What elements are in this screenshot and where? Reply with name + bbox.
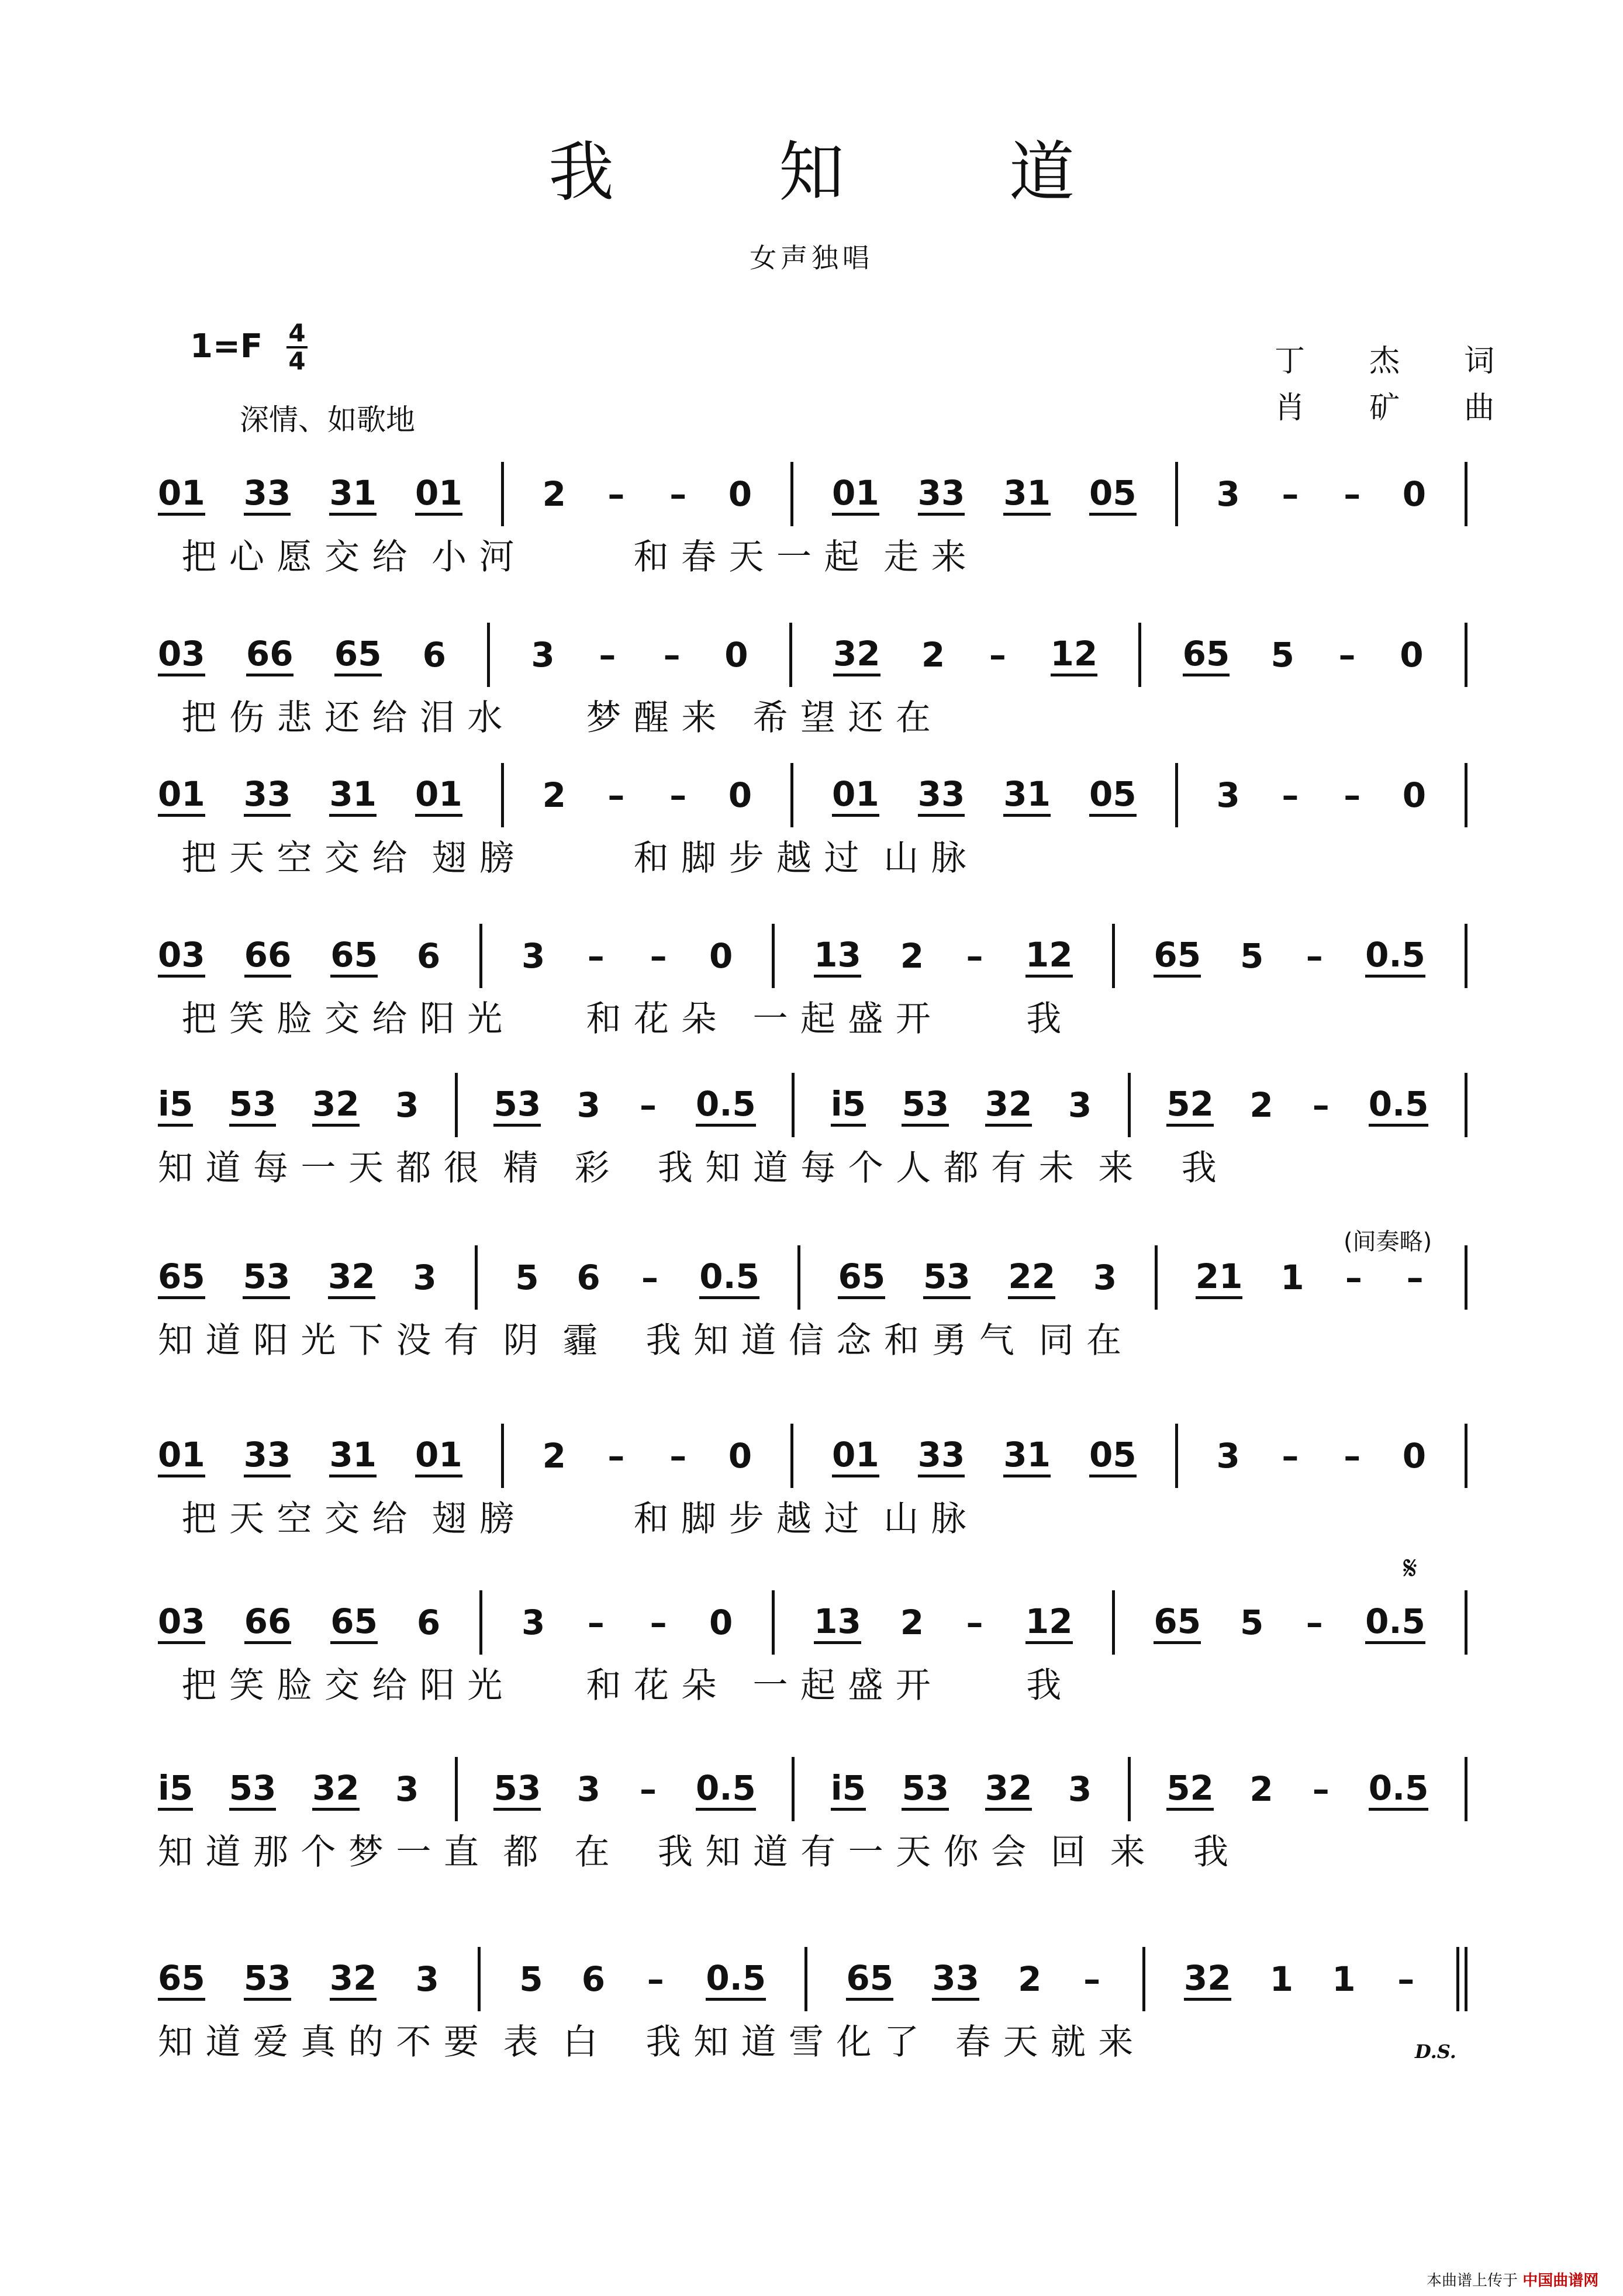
note-group: – [1397,1959,1415,1999]
note-group: 65 [846,1958,893,2001]
note-group: 33 [932,1958,979,2001]
barline [479,1590,482,1655]
note-group: 3 [1068,1769,1092,1809]
lyric-row: 知 道 那 个 梦 一 直 都 在 我 知 道 有 一 天 你 会 回 来 我 [158,1832,1230,1873]
barline [790,1424,793,1488]
barline [804,1947,807,2011]
note-group: 3 [576,1769,601,1809]
footer-brand: 中国曲谱网 [1522,2272,1599,2290]
note-group: 53 [229,1768,277,1811]
note-group: – [641,1258,658,1297]
note-group: 0 [709,1603,733,1642]
barline [1138,623,1141,687]
note-group: 65 [334,634,382,676]
note-group: 2 [921,635,945,675]
note-group: – [640,1769,657,1809]
barline [479,924,482,988]
barline [1112,924,1115,988]
note-group: – [607,1436,625,1476]
barline [1465,1424,1467,1488]
note-group: 65 [838,1256,885,1299]
note-group: 0.5 [1369,1768,1429,1811]
note-group: 31 [1003,473,1051,516]
note-group: 53 [493,1768,541,1811]
note-group: 66 [244,935,292,978]
note-group: – [1282,1436,1299,1476]
note-group: 21 [1196,1256,1243,1299]
note-group: 2 [1249,1769,1273,1809]
note-group: 0.5 [1365,1601,1425,1644]
note-group: 0 [1402,775,1427,815]
note-group: 31 [1003,774,1051,817]
lyricist-credit: 丁 杰 词 [1275,344,1522,379]
note-group: 01 [158,1435,205,1477]
note-group: 3 [531,635,555,675]
note-group: 6 [581,1959,606,1999]
note-group: 12 [1025,935,1073,978]
note-group: 6 [416,936,441,976]
note-group: 32 [833,634,880,676]
note-group: – [587,936,605,976]
note-group: 3 [1093,1258,1117,1297]
note-group: 12 [1051,634,1098,676]
key-signature: 1=F [190,327,263,365]
barline [1465,763,1467,827]
note-group: 05 [1089,473,1137,516]
note-group: – [1306,1603,1323,1642]
note-group: 53 [243,1256,290,1299]
barline [789,623,792,687]
note-group: – [966,936,983,976]
note-group: 0 [728,474,752,514]
note-group: i5 [158,1768,193,1811]
lyric-row: 把 笑 脸 交 给 阳 光 和 花 朵 一 起 盛 开 我 [158,1665,1062,1706]
lyric-row: 把 心 愿 交 给 小 河 和 春 天 一 起 走 来 [158,537,967,578]
notation-row [158,1956,1467,2002]
note-group: 32 [985,1768,1032,1811]
note-group: 33 [244,1435,291,1477]
note-group: 01 [158,473,205,516]
note-group: – [607,474,625,514]
barline [455,1757,458,1821]
note-group: 03 [158,935,205,978]
note-group: 65 [330,1601,378,1644]
note-group: 32 [312,1084,360,1127]
barline [501,462,504,526]
barline [475,1245,478,1310]
barline [487,623,490,687]
note-group: 1 [1269,1959,1294,1999]
note-group: 3 [1216,775,1240,815]
note-group: 66 [246,634,293,676]
note-group: 5 [515,1258,539,1297]
note-group: 53 [493,1084,541,1127]
note-group: 05 [1089,1435,1137,1477]
barline [1175,462,1178,526]
note-group: – [650,1603,667,1642]
note-group: 32 [1184,1958,1231,2001]
note-group: 0 [728,1436,752,1476]
note-group: 0.5 [696,1084,756,1127]
footer-prefix: 本曲谱上传于 [1427,2272,1518,2290]
notation-row [158,772,1467,819]
barline [1465,1590,1467,1655]
note-group: 53 [244,1958,291,2001]
note-group: 0 [1400,635,1424,675]
barline [1465,924,1467,988]
note-group: 3 [395,1085,419,1125]
ds-marking: D.S. [1415,2040,1456,2063]
note-group: i5 [158,1084,193,1127]
note-group: – [1083,1959,1101,1999]
note-group: 65 [330,935,378,978]
note-group: 0 [1402,1436,1427,1476]
note-group: 1 [1280,1258,1304,1297]
barline [790,763,793,827]
song-title: 我 知 道 [548,134,1147,210]
note-group: 65 [1154,935,1201,978]
notation-row [158,1599,1467,1646]
barline [1142,1947,1145,2011]
barline [772,924,775,988]
note-group: 2 [1018,1959,1042,1999]
note-group: – [1406,1258,1424,1297]
time-sig-bottom: 4 [288,347,306,375]
lyric-row: 知 道 阳 光 下 没 有 阴 霾 我 知 道 信 念 和 勇 气 同 在 [158,1320,1123,1361]
barline [1465,1245,1467,1310]
note-group: 65 [158,1958,205,2001]
note-group: 01 [415,1435,462,1477]
time-sig-top: 4 [288,319,306,347]
note-group: i5 [831,1768,866,1811]
note-group: 2 [542,1436,566,1476]
note-group: 66 [244,1601,292,1644]
note-group: 32 [312,1768,360,1811]
note-group: – [1338,635,1356,675]
note-group: 3 [1068,1085,1092,1125]
note-group: 3 [413,1258,437,1297]
notation-row [158,631,1467,678]
note-group: 53 [902,1084,949,1127]
note-group: 65 [158,1256,205,1299]
note-group: 52 [1166,1768,1214,1811]
note-group: – [663,635,681,675]
note-group: – [989,635,1006,675]
note-group: 3 [521,936,545,976]
note-group: 2 [1249,1085,1273,1125]
barline [1465,462,1467,526]
note-group: 2 [542,775,566,815]
footer-credit [1427,2269,1598,2290]
note-group: 01 [832,473,879,516]
note-group: – [1306,936,1323,976]
note-group: – [669,775,687,815]
barline [1155,1245,1158,1310]
lyric-row: 把 天 空 交 给 翅 膀 和 脚 步 越 过 山 脉 [158,1499,967,1539]
barline [1128,1073,1131,1137]
note-group: 12 [1025,1601,1073,1644]
note-group: 3 [395,1769,419,1809]
note-group: 0.5 [1365,935,1425,978]
note-group: 53 [229,1084,277,1127]
note-group: – [966,1603,983,1642]
note-group: 65 [1154,1601,1201,1644]
note-group: 1 [1332,1959,1356,1999]
barline [501,1424,504,1488]
notation-row [158,471,1467,517]
lyric-row: 把 笑 脸 交 给 阳 光 和 花 朵 一 起 盛 开 我 [158,999,1062,1040]
note-group: 22 [1008,1256,1055,1299]
final-barline [1456,1947,1459,2011]
note-group: i5 [831,1084,866,1127]
note-group: 2 [900,1603,924,1642]
note-group: – [1345,1258,1362,1297]
note-group: 3 [1216,474,1240,514]
notation-row [158,1766,1467,1812]
note-group: 65 [1183,634,1230,676]
note-group: 33 [918,774,965,817]
note-group: 3 [415,1959,439,1999]
note-group: 0 [728,775,752,815]
barline [1465,1757,1467,1821]
note-group: – [1282,474,1299,514]
notation-row [158,933,1467,979]
note-group: – [1312,1085,1330,1125]
interlude-note: (间奏略) [1344,1228,1432,1255]
notation-row [158,1082,1467,1128]
note-group: – [587,1603,605,1642]
note-group: 2 [900,936,924,976]
note-group: 03 [158,634,205,676]
note-group: 32 [328,1256,375,1299]
note-group: 0.5 [706,1958,766,2001]
note-group: 5 [1270,635,1294,675]
note-group: 0 [724,635,748,675]
note-group: – [1344,775,1361,815]
note-group: – [650,936,667,976]
composer-credit: 肖 矿 曲 [1275,391,1522,426]
note-group: 33 [244,774,291,817]
lyric-row: 知 道 每 一 天 都 很 精 彩 我 知 道 每 个 人 都 有 未 来 我 [158,1148,1217,1189]
barline [478,1947,481,2011]
barline [501,763,504,827]
note-group: 0 [1402,474,1427,514]
note-group: 6 [576,1258,600,1297]
note-group: 32 [985,1084,1032,1127]
note-group: 31 [329,473,377,516]
barline [1465,623,1467,687]
note-group: – [669,1436,687,1476]
note-group: 01 [415,774,462,817]
barline [790,462,793,526]
subtitle: 女声独唱 [750,242,873,274]
lyric-row: 把 伤 悲 还 给 泪 水 梦 醒 来 希 望 还 在 [158,698,932,738]
lyric-row: 知 道 爱 真 的 不 要 表 白 我 知 道 雪 化 了 春 天 就 来 [158,2022,1134,2063]
note-group: 5 [1240,1603,1264,1642]
note-group: 3 [1216,1436,1240,1476]
note-group: – [1312,1769,1330,1809]
barline [1175,1424,1178,1488]
note-group: 33 [918,473,965,516]
note-group: 01 [832,774,879,817]
note-group: 01 [832,1435,879,1477]
notation-row [158,1432,1467,1479]
lyric-row: 把 天 空 交 给 翅 膀 和 脚 步 越 过 山 脉 [158,838,967,879]
note-group: 5 [1240,936,1264,976]
note-group: 0.5 [1369,1084,1429,1127]
barline [1175,763,1178,827]
note-group: 0 [709,936,733,976]
note-group: 53 [923,1256,971,1299]
note-group: 6 [422,635,447,675]
note-group: 13 [814,935,861,978]
note-group: – [599,635,616,675]
note-group: 5 [519,1959,543,1999]
note-group: 53 [902,1768,949,1811]
note-group: – [1344,474,1361,514]
note-group: 2 [542,474,566,514]
note-group: 13 [814,1601,861,1644]
note-group: 01 [158,774,205,817]
time-signature [286,319,308,375]
barline [797,1245,800,1310]
note-group: 3 [521,1603,545,1642]
barline [792,1757,795,1821]
note-group: 3 [576,1085,601,1125]
barline [455,1073,458,1137]
note-group: – [640,1085,657,1125]
note-group: 6 [416,1603,441,1642]
note-group: 31 [329,774,377,817]
note-group: 0.5 [696,1768,756,1811]
barline [792,1073,795,1137]
tempo-marking: 深情、如歌地 [240,403,415,437]
note-group: 33 [244,473,291,516]
barline [1128,1757,1131,1821]
note-group: 03 [158,1601,205,1644]
note-group: – [1344,1436,1361,1476]
notation-row [158,1254,1467,1301]
barline [1465,1073,1467,1137]
note-group: 52 [1166,1084,1214,1127]
note-group: 0.5 [699,1256,759,1299]
note-group: – [647,1959,664,1999]
barline [1112,1590,1115,1655]
note-group: 33 [918,1435,965,1477]
note-group: 01 [415,473,462,516]
note-group: 05 [1089,774,1137,817]
note-group: 31 [1003,1435,1051,1477]
note-group: – [607,775,625,815]
note-group: – [1282,775,1299,815]
note-group: – [669,474,687,514]
barline [772,1590,775,1655]
note-group: 32 [330,1958,377,2001]
note-group: 31 [329,1435,377,1477]
segno-sign: 𝄋 [1403,1549,1418,1587]
